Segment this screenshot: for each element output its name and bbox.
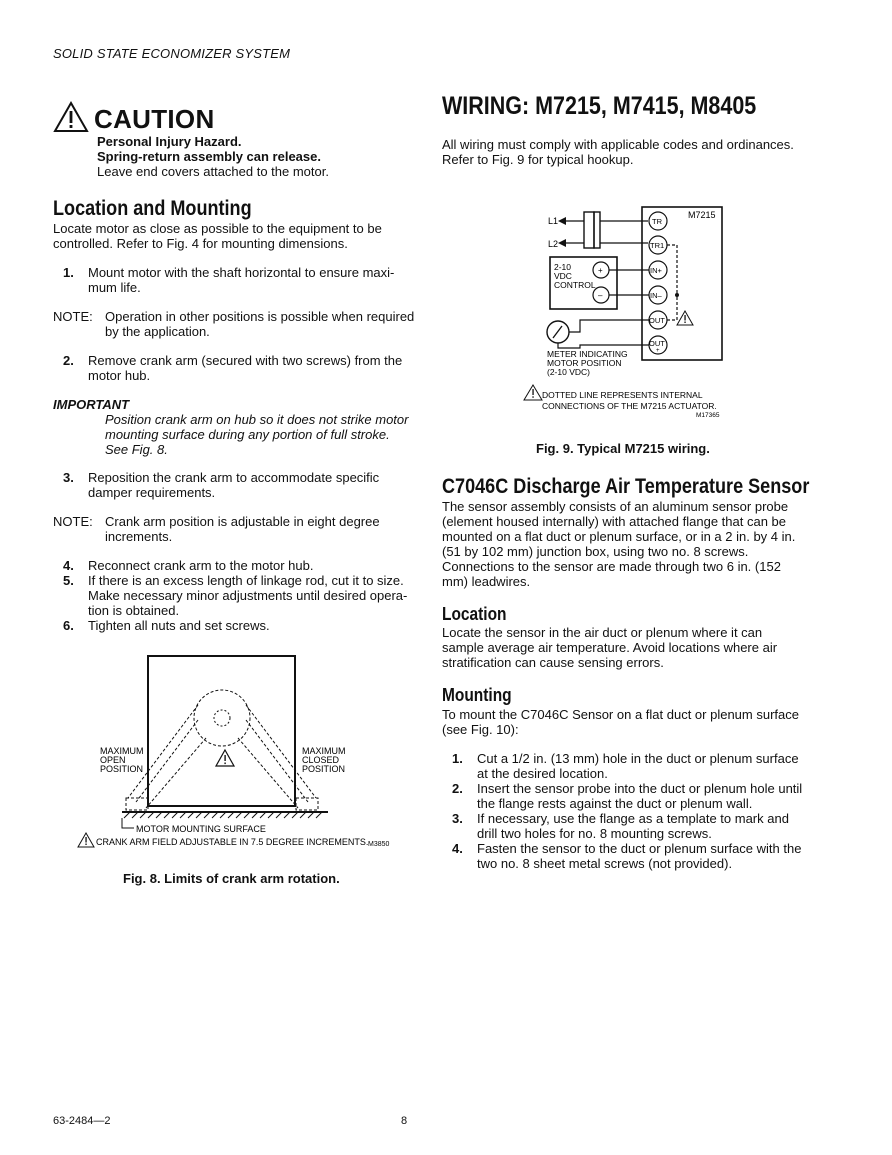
terminal-in-minus: IN– bbox=[650, 291, 662, 300]
paragraph-line: Refer to Fig. 9 for typical hookup. bbox=[442, 152, 634, 167]
internal-connections bbox=[667, 245, 677, 320]
list-text: Mount motor with the shaft horizontal to ensure maxi- bbox=[88, 265, 395, 280]
location-mounting-body bbox=[53, 221, 418, 251]
important-text bbox=[53, 412, 418, 457]
label-max-closed: CLOSED bbox=[302, 755, 340, 765]
label-max-open: OPEN bbox=[100, 755, 126, 765]
list-number: 3. bbox=[452, 811, 463, 826]
caution-line: Spring-return assembly can release. bbox=[97, 149, 321, 164]
meter-label: MOTOR POSITION bbox=[547, 358, 622, 368]
list-text: Reposition the crank arm to accommodate specific bbox=[88, 470, 380, 485]
control-label: 2-10 bbox=[554, 262, 572, 272]
list-text: If there is an excess length of linkage rod, cut it to size. bbox=[88, 573, 404, 588]
transformer-secondary bbox=[594, 212, 600, 248]
note-label: NOTE: bbox=[53, 514, 93, 529]
important-line: Position crank arm on hub so it does not strike motor bbox=[105, 412, 409, 427]
paragraph-line: (element housed internally) with attached flange that can be bbox=[442, 514, 786, 529]
control-minus: – bbox=[598, 291, 603, 300]
label-max-open: MAXIMUM bbox=[100, 746, 144, 756]
fig8-crank-arm-diagram bbox=[70, 650, 410, 855]
paragraph-line: mounted on a flat duct or plenum surface, or in a 2 in. by 4 in. bbox=[442, 529, 796, 544]
list-text: Fasten the sensor to the duct or plenum surface with the bbox=[477, 841, 802, 856]
caution-line: Leave end covers attached to the motor. bbox=[97, 164, 329, 179]
list-number: 1. bbox=[63, 265, 74, 280]
terminal-group bbox=[649, 212, 667, 354]
shaft-circle bbox=[214, 710, 230, 726]
list-text: Insert the sensor probe into the duct or plenum hole until bbox=[477, 781, 803, 796]
list-text: motor hub. bbox=[88, 368, 151, 383]
note-text: by the application. bbox=[105, 324, 210, 339]
paragraph-line: sample average air temperature. Avoid locations where air bbox=[442, 640, 778, 655]
label-l1: L1 bbox=[548, 216, 559, 226]
list-text: drill two holes for no. 8 mounting screws. bbox=[477, 826, 712, 841]
label-max-open: POSITION bbox=[100, 764, 144, 774]
list-text: mum life. bbox=[88, 280, 141, 295]
list-text: Reconnect crank arm to the motor hub. bbox=[88, 558, 314, 573]
list-text: tion is obtained. bbox=[88, 603, 180, 618]
warning-icon bbox=[78, 833, 94, 847]
list-text: Cut a 1/2 in. (13 mm) hole in the duct or plenum surface bbox=[477, 751, 799, 766]
hub-circle bbox=[194, 690, 250, 746]
meter-label: (2-10 VDC) bbox=[547, 367, 590, 377]
list-text: Make necessary minor adjustments until desired opera- bbox=[88, 588, 408, 603]
sensor-body bbox=[442, 499, 814, 589]
paragraph-line: Locate the sensor in the air duct or plenum where it can bbox=[442, 625, 763, 640]
note-text: Operation in other positions is possible when required bbox=[105, 309, 415, 324]
section-heading-location-mounting: Location and Mounting bbox=[53, 197, 252, 220]
warning-icon bbox=[524, 385, 542, 400]
list-text: Remove crank arm (secured with two screws) from the bbox=[88, 353, 403, 368]
arrow-l1 bbox=[558, 217, 566, 225]
list-item bbox=[53, 353, 418, 383]
note-text: increments. bbox=[105, 529, 173, 544]
list-number: 6. bbox=[63, 618, 74, 633]
section-heading-sensor: C7046C Discharge Air Temperature Sensor bbox=[442, 475, 810, 498]
warning-icon bbox=[216, 750, 234, 766]
note bbox=[53, 514, 418, 544]
section-heading-wiring: WIRING: M7215, M7415, M8405 bbox=[442, 92, 757, 120]
location-body bbox=[442, 625, 814, 670]
paragraph-line: All wiring must comply with applicable codes and ordinances. bbox=[442, 137, 794, 152]
list-number: 4. bbox=[63, 558, 74, 573]
list-number: 2. bbox=[63, 353, 74, 368]
label-mounting-surface: MOTOR MOUNTING SURFACE bbox=[136, 824, 266, 834]
warning-icon bbox=[677, 311, 693, 325]
warning-icon bbox=[53, 101, 89, 133]
transformer-primary bbox=[584, 212, 594, 248]
list-text: damper requirements. bbox=[88, 485, 216, 500]
list-number: 5. bbox=[63, 573, 74, 588]
list-text: Tighten all nuts and set screws. bbox=[88, 618, 270, 633]
paragraph-line: (51 by 102 mm) junction box, using two no. 8 screws. bbox=[442, 544, 749, 559]
note bbox=[53, 309, 418, 339]
list-item bbox=[53, 470, 418, 500]
paragraph-line: controlled. Refer to Fig. 4 for mounting dimensions. bbox=[53, 236, 348, 251]
important-block bbox=[53, 397, 418, 457]
control-plus: + bbox=[598, 266, 603, 275]
label-l2: L2 bbox=[548, 239, 559, 249]
label-crank-note: CRANK ARM FIELD ADJUSTABLE IN 7.5 DEGREE INCREMENTS. bbox=[96, 837, 369, 847]
label-max-closed: POSITION bbox=[302, 764, 346, 774]
arrow-l2 bbox=[558, 239, 566, 247]
important-label: IMPORTANT bbox=[53, 397, 130, 412]
subheading-mounting: Mounting bbox=[442, 685, 512, 705]
mounting-body bbox=[442, 707, 814, 737]
list-text: the flange rests against the duct or plenum wall. bbox=[477, 796, 753, 811]
paragraph-line: (see Fig. 10): bbox=[442, 722, 519, 737]
actuator-model: M7215 bbox=[688, 210, 716, 220]
figure-caption: Fig. 8. Limits of crank arm rotation. bbox=[123, 871, 340, 886]
dotted-note: DOTTED LINE REPRESENTS INTERNAL bbox=[542, 390, 703, 400]
sensor-step-list bbox=[442, 751, 814, 871]
note-label: NOTE: bbox=[53, 309, 93, 324]
page-number: 8 bbox=[401, 1115, 408, 1127]
terminal-out-plus-sign: + bbox=[656, 348, 660, 354]
paragraph-line: Locate motor as close as possible to the equipment to be bbox=[53, 221, 382, 236]
leader-line bbox=[122, 818, 134, 828]
wiring-body bbox=[442, 137, 814, 167]
list-text: at the desired location. bbox=[477, 766, 608, 781]
terminal-in-plus: IN+ bbox=[650, 266, 662, 275]
terminal-tr: TR bbox=[652, 217, 662, 226]
note-text: Crank arm position is adjustable in eight degree bbox=[105, 514, 380, 529]
caution-line: Personal Injury Hazard. bbox=[97, 134, 242, 149]
control-label: VDC bbox=[554, 271, 572, 281]
list-number: 3. bbox=[63, 470, 74, 485]
subheading-location: Location bbox=[442, 604, 507, 624]
paragraph-line: stratification can cause sensing errors. bbox=[442, 655, 664, 670]
list-number: 1. bbox=[452, 751, 463, 766]
running-header: SOLID STATE ECONOMIZER SYSTEM bbox=[53, 46, 291, 61]
terminal-out-plus: OUT bbox=[649, 339, 665, 348]
important-line: mounting surface during any portion of full stroke. bbox=[105, 427, 390, 442]
paragraph-line: Connections to the sensor are made through two 6 in. (152 bbox=[442, 559, 781, 574]
document-number: 63-2484—2 bbox=[53, 1115, 111, 1127]
caution-title: CAUTION bbox=[94, 104, 215, 134]
important-line: See Fig. 8. bbox=[105, 442, 168, 457]
fig9-wiring-diagram bbox=[520, 200, 735, 425]
list-item bbox=[53, 265, 418, 295]
dotted-note: CONNECTIONS OF THE M7215 ACTUATOR. bbox=[542, 401, 717, 411]
paragraph-line: The sensor assembly consists of an aluminum sensor probe bbox=[442, 499, 789, 514]
terminal-out: OUT bbox=[649, 316, 665, 325]
control-label: CONTROL bbox=[554, 280, 596, 290]
list-number: 2. bbox=[452, 781, 463, 796]
meter-label: METER INDICATING bbox=[547, 349, 628, 359]
figure-code: M17365 bbox=[696, 412, 720, 419]
terminal-tr1: TR1 bbox=[650, 241, 665, 250]
list-text: two no. 8 sheet metal screws (not provided). bbox=[477, 856, 733, 871]
caution-text bbox=[97, 134, 417, 179]
paragraph-line: mm) leadwires. bbox=[442, 574, 531, 589]
step-list bbox=[53, 558, 418, 633]
list-number: 4. bbox=[452, 841, 463, 856]
figure-caption: Fig. 9. Typical M7215 wiring. bbox=[536, 441, 710, 456]
figure-code: M3850 bbox=[368, 841, 390, 848]
motor-body bbox=[148, 656, 295, 806]
label-max-closed: MAXIMUM bbox=[302, 746, 346, 756]
list-text: If necessary, use the flange as a template to mark and bbox=[477, 811, 789, 826]
paragraph-line: To mount the C7046C Sensor on a flat duct or plenum surface bbox=[442, 707, 799, 722]
